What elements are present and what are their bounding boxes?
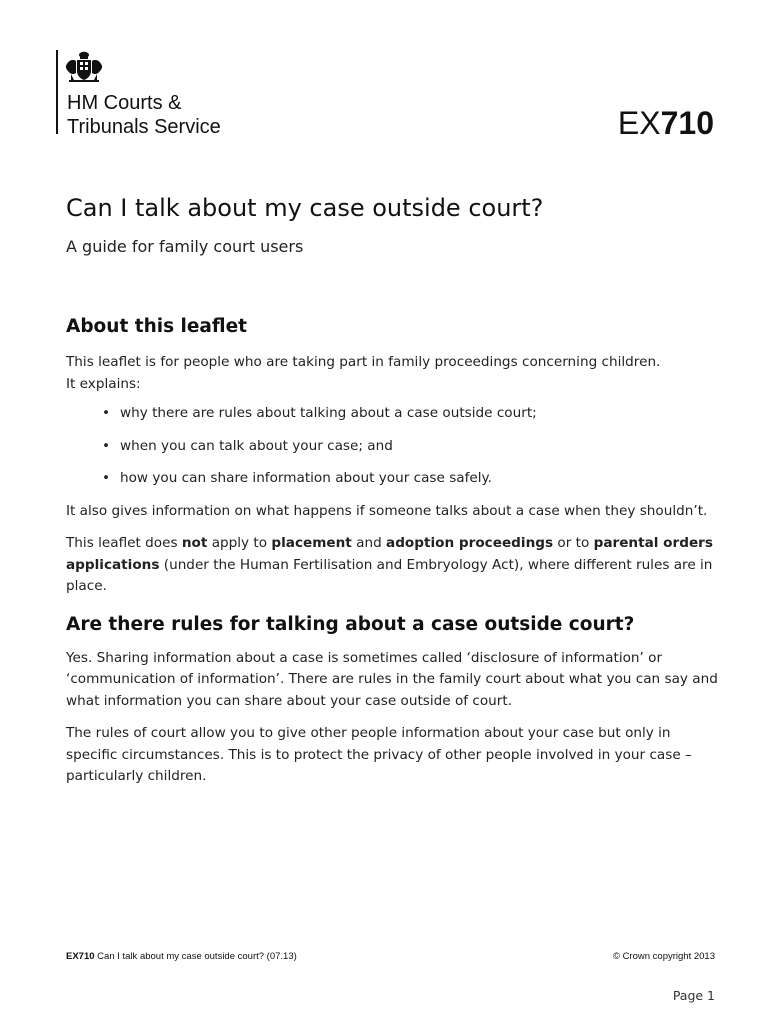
about-intro-line1: This leaflet is for people who are taking part in family proceedings concerning children. [66,354,661,370]
text-part: and [351,535,387,551]
rules-paragraph-1: Yes. Sharing information about a case is sometimes called ‘disclosure of information’ or ‘communication of information’. There are rules in the family court about what you can say and what information you can share about your case outside of court. [66,649,718,709]
text-part: or to [553,535,594,551]
also-paragraph: It also gives information on what happens if someone talks about a case when they shouldn’t. [66,502,708,519]
footer-reference [66,951,297,962]
about-intro [66,352,726,395]
form-code-number: 710 [660,105,714,141]
footer-text: Can I talk about my case outside court? (07.13) [94,951,297,962]
royal-crest-icon [63,50,105,86]
footer-copyright: © Crown copyright 2013 [612,951,715,962]
page-title: Can I talk about my case outside court? [66,194,544,222]
bullet-icon: • [102,437,111,454]
page-subtitle: A guide for family court users [66,237,304,256]
about-heading: About this leaflet [66,316,248,337]
logo-divider [56,50,58,134]
list-item-text: why there are rules about talking about a case outside court; [120,405,537,421]
text-part: apply to [207,535,272,551]
rules-paragraph-2: The rules of court allow you to give other people information about your case but only in specific circumstances. This is to protect the privacy of other people involved in your case – particularly children. [66,725,692,784]
bullet-icon: • [102,405,111,421]
form-code-prefix: EX [617,105,661,141]
list-item [102,468,726,490]
bullet-icon: • [102,470,111,486]
explains-list [66,403,726,490]
list-item [102,436,726,458]
org-name-line2: Tribunals Service [67,116,221,138]
main-content [66,192,726,788]
about-intro-line2: It explains: [66,375,141,392]
text-part: This leaflet does [66,535,182,551]
footer-code: EX710 [66,951,95,962]
bold-parental-orders: parental orders applications [66,535,713,573]
rules-heading: Are there rules for talking about a case outside court? [66,613,635,635]
text-part: (under the Human Fertilisation and Embryology Act), where different rules are in place. [66,556,713,594]
not-applicable-paragraph [66,533,726,598]
list-item-text: when you can talk about your case; and [120,437,393,454]
org-name-line1: HM Courts & [67,92,182,114]
bold-adoption: adoption proceedings [386,535,554,551]
form-code [618,104,714,142]
list-item [102,403,726,425]
list-item-text: how you can share information about your case safely. [120,470,492,486]
organisation-name [67,91,221,139]
bold-placement: placement [271,535,352,551]
page-number: Page 1 [672,988,715,1003]
bold-not: not [181,535,208,551]
